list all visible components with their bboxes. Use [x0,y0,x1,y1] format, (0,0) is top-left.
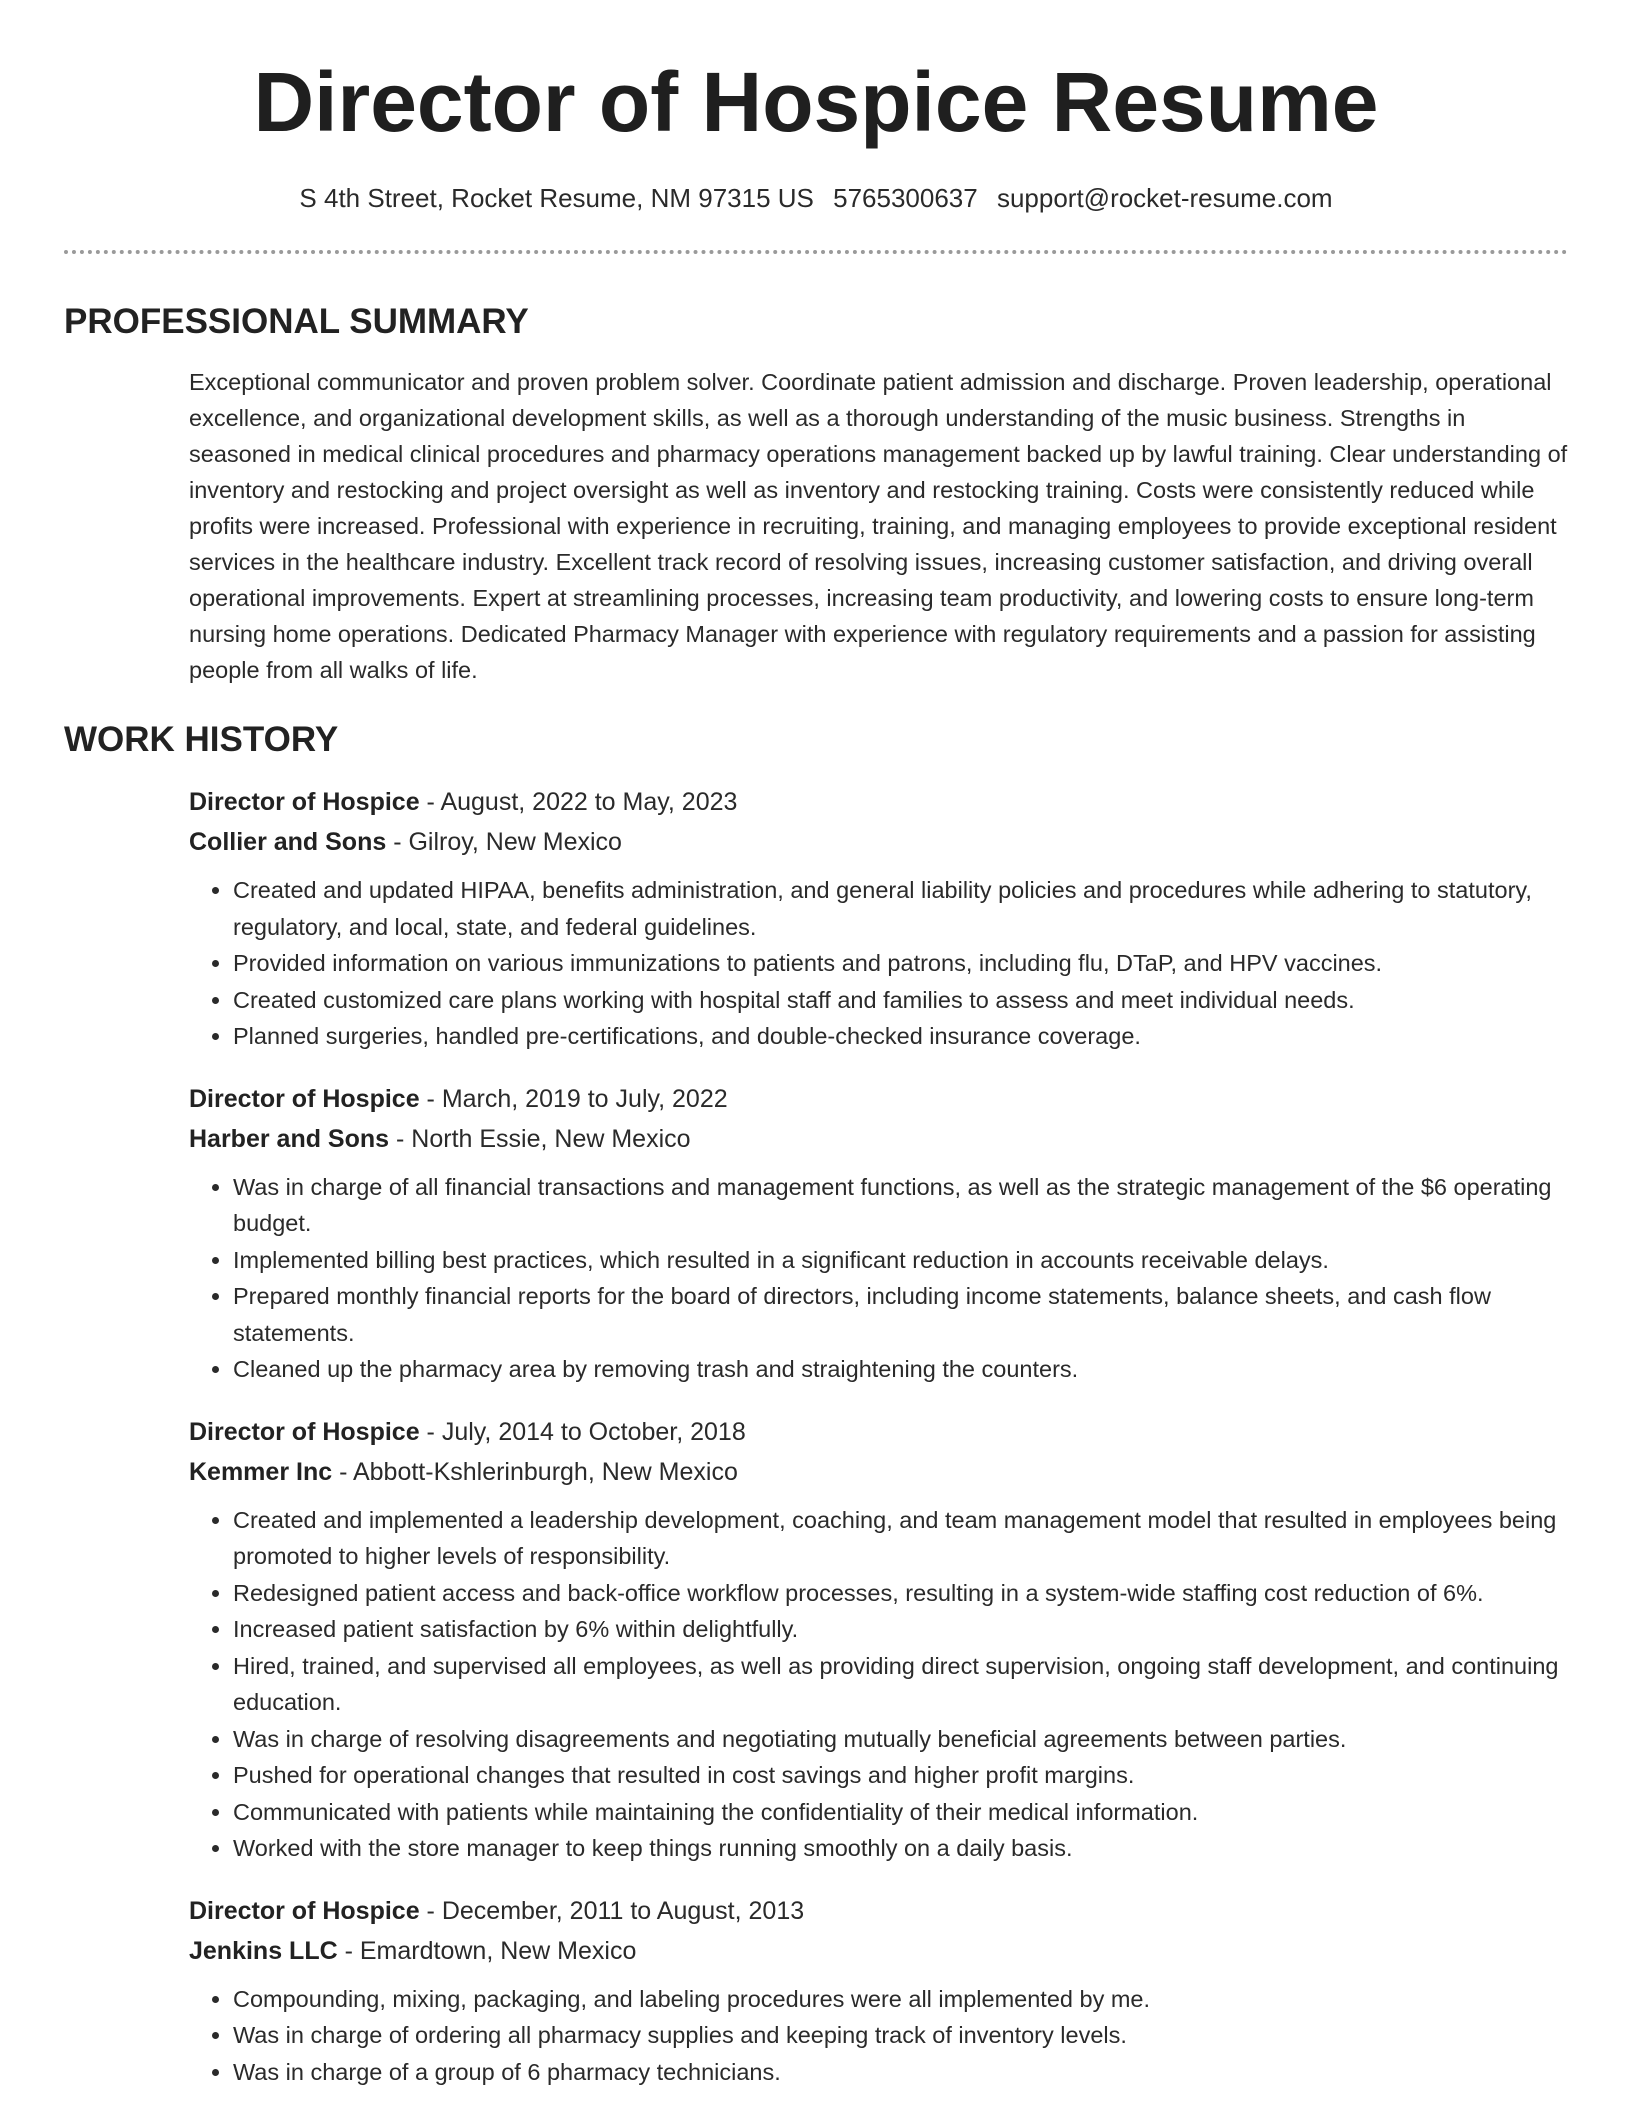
job-location: North Essie, New Mexico [411,1124,691,1153]
job-bullets [189,872,1569,1055]
job-title-line [189,1079,1569,1119]
list-item: • Created and implemented a leadership development, coaching, and team management model that resulted in employees being promoted to higher levels of responsibility. [233,1502,1569,1575]
job-dates: December, 2011 to August, 2013 [441,1896,805,1925]
job-dates: August, 2022 to May, 2023 [440,788,738,816]
list-item: • Worked with the store manager to keep things running smoothly on a daily basis. [233,1830,1569,1867]
job-dates: July, 2014 to October, 2018 [441,1417,746,1446]
list-item: • Communicated with patients while maintaining the confidentiality of their medical information. [233,1794,1569,1831]
job-bullets [189,1169,1569,1388]
list-item: • Planned surgeries, handled pre-certifications, and double-checked insurance coverage. [233,1018,1569,1055]
list-item: • Redesigned patient access and back-office workflow processes, resulting in a system-wide staffing cost reduction of 6%. [233,1575,1569,1612]
list-item: • Increased patient satisfaction by 6% within delightfully. [233,1611,1569,1648]
contact-line [0,178,1632,218]
work-history-list [189,782,1569,2114]
job-company-line [189,1931,1569,1971]
separator: - [332,1457,353,1486]
list-item: • Pushed for operational changes that resulted in cost savings and higher profit margins. [233,1757,1569,1794]
header-divider [64,250,1568,254]
list-item: • Provided information on various immunizations to patients and patrons, including flu, DTaP, and HPV vaccines. [233,945,1569,982]
work-history-heading: WORK HISTORY [64,720,339,759]
job-location: Abbott-Kshlerinburgh, New Mexico [352,1457,738,1486]
page-title: Director of Hospice Resume [253,55,1379,149]
job-title: Director of Hospice [189,1084,420,1113]
list-item: • Prepared monthly financial reports for the board of directors, including income statements, balance sheets, and cash flow statements. [233,1278,1569,1351]
list-item: • Hired, trained, and supervised all employees, as well as providing direct supervision, ongoing staff development, and continuing education. [233,1648,1569,1721]
separator: - [386,828,409,856]
list-item: • Was in charge of all financial transactions and management functions, as well as the strategic management of the $6 operating budget. [233,1169,1569,1242]
separator: - [419,788,441,816]
separator: - [389,1124,412,1153]
list-item: • Implemented billing best practices, which resulted in a significant reduction in accounts receivable delays. [233,1242,1569,1279]
job-company: Collier and Sons [189,828,387,856]
job-entry [189,1079,1569,1388]
job-dates: March, 2019 to July, 2022 [441,1084,728,1113]
job-entry [189,782,1569,1055]
job-location: Gilroy, New Mexico [408,828,622,856]
job-bullets [189,1502,1569,1867]
list-item: • Was in charge of ordering all pharmacy supplies and keeping track of inventory levels. [233,2017,1569,2054]
job-entry [189,1412,1569,1867]
list-item: • Created and updated HIPAA, benefits administration, and general liability policies and procedures while adhering to statutory, regulatory, and local, state, and federal guidelines. [233,872,1569,945]
list-item: • Was in charge of a group of 6 pharmacy technicians. [233,2054,1569,2091]
summary-heading: PROFESSIONAL SUMMARY [64,302,529,341]
job-company-line [189,1452,1569,1492]
separator: - [419,1896,442,1925]
list-item: • Created customized care plans working with hospital staff and families to assess and meet individual needs. [233,982,1569,1019]
list-item: • Was in charge of resolving disagreements and negotiating mutually beneficial agreements between parties. [233,1721,1569,1758]
contact-email: support@rocket-resume.com [996,183,1333,213]
separator: - [337,1936,360,1965]
job-title-line [189,1891,1569,1931]
job-company-line [189,1119,1569,1159]
job-title-line [189,1412,1569,1452]
contact-phone: 5765300637 [833,183,978,213]
list-item: • Compounding, mixing, packaging, and labeling procedures were all implemented by me. [233,1981,1569,2018]
job-company: Harber and Sons [189,1124,390,1153]
job-company: Kemmer Inc [189,1457,333,1486]
job-location: Emardtown, New Mexico [359,1936,637,1965]
job-title: Director of Hospice [189,788,420,816]
job-company: Jenkins LLC [189,1936,338,1965]
contact-address: S 4th Street, Rocket Resume, NM 97315 US [299,183,814,213]
job-company-line [189,822,1569,862]
job-title: Director of Hospice [189,1417,420,1446]
list-item: • Cleaned up the pharmacy area by removing trash and straightening the counters. [233,1351,1569,1388]
job-title-line [189,782,1569,822]
summary-text: Exceptional communicator and proven problem solver. Coordinate patient admission and discharge. Proven leadership, operational excellence, and organizational development skills, as well as a thorough understanding of the music business. Strengths in seasoned in medical clinical procedures and pharmacy operations management backed up by lawful training. Clear understanding of inventory and restocking and project oversight as well as inventory and restocking training. Costs were consistently reduced while profits were increased. Professional with experience in recruiting, training, and managing employees to provide exceptional resident services in the healthcare industry. Excellent track record of resolving issues, increasing customer satisfaction, and driving overall operational improvements. Expert at streamlining processes, increasing team productivity, and lowering costs to ensure long-term nursing home operations. Dedicated Pharmacy Manager with experience with regulatory requirements and a passion for assisting people from all walks of life. [189,369,1568,683]
separator: - [419,1084,442,1113]
job-title: Director of Hospice [189,1896,420,1925]
job-entry [189,1891,1569,2091]
job-bullets [189,1981,1569,2091]
separator: - [419,1417,442,1446]
